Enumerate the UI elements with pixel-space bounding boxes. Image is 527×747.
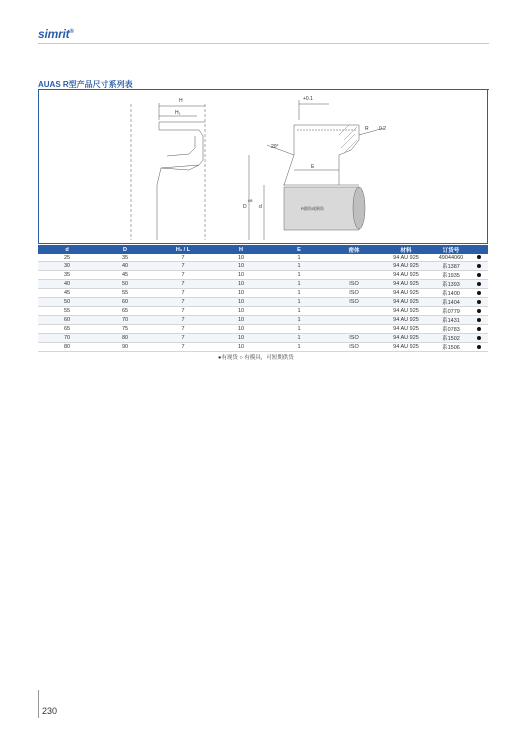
drawing-label-ra: R	[365, 126, 369, 132]
stock-dot-icon	[477, 273, 481, 277]
table-cell: 94 AU 925	[380, 307, 432, 316]
column-header: d	[38, 245, 96, 254]
drawing-label-rod-note: R圆角或倒角	[301, 206, 324, 211]
table-cell: 94 AU 925	[380, 262, 432, 271]
table-cell: 7	[154, 289, 212, 298]
table-cell: 10	[212, 262, 270, 271]
table-cell: 10	[212, 271, 270, 280]
table-cell: ISO	[328, 289, 380, 298]
table-cell: 7	[154, 307, 212, 316]
drawing-label-tolerance: +0.1	[303, 96, 313, 102]
table-cell: 10	[212, 325, 270, 334]
table-cell: 7	[154, 298, 212, 307]
drawing-label-D: D	[243, 204, 247, 210]
table-cell: 1	[270, 325, 328, 334]
stock-dot-icon	[477, 327, 481, 331]
table-cell: 系0779	[432, 307, 470, 316]
table-cell	[328, 262, 380, 271]
table-cell: 1	[270, 298, 328, 307]
table-cell: 90	[96, 343, 154, 352]
table-cell	[470, 316, 488, 325]
table-cell	[470, 289, 488, 298]
technical-drawing-panel	[38, 90, 488, 244]
table-cell	[470, 298, 488, 307]
table-cell: 系1393	[432, 280, 470, 289]
table-cell: 7	[154, 262, 212, 271]
column-header: H	[212, 245, 270, 254]
table-row	[38, 289, 488, 298]
table-cell: 10	[212, 343, 270, 352]
table-cell: 10	[212, 289, 270, 298]
table-cell: 10	[212, 316, 270, 325]
table-cell: 1	[270, 316, 328, 325]
table-cell: 7	[154, 316, 212, 325]
table-cell: 1	[270, 343, 328, 352]
stock-dot-icon	[477, 318, 481, 322]
table-cell	[470, 325, 488, 334]
table-cell: 40	[38, 280, 96, 289]
table-cell: 10	[212, 334, 270, 343]
stock-dot-icon	[477, 309, 481, 313]
table-cell: 50	[96, 280, 154, 289]
drawing-label-angle: 20°	[271, 144, 279, 150]
stock-dot-icon	[477, 336, 481, 340]
page-number: 230	[42, 706, 58, 716]
table-cell: 7	[154, 271, 212, 280]
table-cell: ISO	[328, 298, 380, 307]
table-cell: 94 AU 925	[380, 325, 432, 334]
table-cell: 7	[154, 254, 212, 262]
table-row	[38, 298, 488, 307]
table-cell: ISO	[328, 280, 380, 289]
stock-dot-icon	[477, 345, 481, 349]
table-cell: 7	[154, 280, 212, 289]
table-cell: 1	[270, 307, 328, 316]
table-cell	[470, 307, 488, 316]
table-cell: 50	[38, 298, 96, 307]
table-cell: 94 AU 925	[380, 298, 432, 307]
table-cell: 45	[96, 271, 154, 280]
column-header: D	[96, 245, 154, 254]
column-header: E	[270, 245, 328, 254]
stock-dot-icon	[477, 282, 481, 286]
column-header: 材料	[380, 245, 432, 254]
table-cell: 55	[96, 289, 154, 298]
table-cell: 系1935	[432, 271, 470, 280]
table-cell: 40	[96, 262, 154, 271]
table-cell: 7	[154, 343, 212, 352]
table-cell	[328, 254, 380, 262]
table-cell: ISO	[328, 334, 380, 343]
table-cell: 30	[38, 262, 96, 271]
table-cell: 60	[38, 316, 96, 325]
availability-legend: ●有现货 ○ 有模具，可短期供货	[218, 355, 294, 361]
table-cell: 7	[154, 334, 212, 343]
table-cell	[328, 271, 380, 280]
table-cell: 45	[38, 289, 96, 298]
table-cell	[470, 280, 488, 289]
table-cell: 10	[212, 298, 270, 307]
table-cell: 1	[270, 254, 328, 262]
table-cell: 1	[270, 280, 328, 289]
table-cell: 94 AU 925	[380, 289, 432, 298]
table-cell	[470, 343, 488, 352]
table-cell: 10	[212, 254, 270, 262]
drawing-label-max: 0.2	[379, 126, 386, 132]
table-cell: 65	[38, 325, 96, 334]
table-cell: 55	[38, 307, 96, 316]
stock-dot-icon	[477, 264, 481, 268]
table-cell	[328, 307, 380, 316]
table-cell: 80	[38, 343, 96, 352]
table-cell: 94 AU 925	[380, 334, 432, 343]
table-cell: 系1404	[432, 298, 470, 307]
table-cell: 94 AU 925	[380, 271, 432, 280]
column-header: H₁ / L	[154, 245, 212, 254]
table-cell: 系1431	[432, 316, 470, 325]
table-cell: 75	[96, 325, 154, 334]
size-table	[38, 245, 488, 352]
drawing-label-E: E	[311, 164, 315, 170]
seal-cross-section-drawing	[39, 90, 489, 244]
table-cell: 70	[38, 334, 96, 343]
table-cell	[470, 334, 488, 343]
table-cell: 系1400	[432, 289, 470, 298]
table-cell: 65	[96, 307, 154, 316]
stock-dot-icon	[477, 291, 481, 295]
table-row	[38, 334, 488, 343]
table-cell	[470, 271, 488, 280]
table-cell: 1	[270, 334, 328, 343]
table-cell	[328, 325, 380, 334]
table-cell: 25	[38, 254, 96, 262]
table-cell: 系1506	[432, 343, 470, 352]
table-cell: 60	[96, 298, 154, 307]
table-cell	[328, 316, 380, 325]
table-cell: 94 AU 925	[380, 254, 432, 262]
table-cell: 49044060	[432, 254, 470, 262]
table-cell: 1	[270, 271, 328, 280]
section-title: AUAS R型产品尺寸系列表	[38, 80, 133, 89]
table-cell: 10	[212, 307, 270, 316]
table-row	[38, 271, 488, 280]
table-cell: 1	[270, 289, 328, 298]
column-header: 订货号	[432, 245, 470, 254]
column-header: 密体	[328, 245, 380, 254]
drawing-label-H: H	[179, 98, 183, 104]
table-row	[38, 325, 488, 334]
column-header	[470, 245, 488, 254]
table-cell	[470, 254, 488, 262]
table-row	[38, 280, 488, 289]
stock-dot-icon	[477, 255, 481, 259]
table-cell: 70	[96, 316, 154, 325]
drawing-label-H8: H8	[248, 199, 253, 203]
page-number-bar	[38, 690, 39, 718]
table-header-row	[38, 245, 488, 254]
table-cell: 10	[212, 280, 270, 289]
header-divider	[38, 43, 489, 44]
table-cell: ISO	[328, 343, 380, 352]
table-row	[38, 343, 488, 352]
drawing-label-d: d	[259, 204, 262, 210]
table-cell: 80	[96, 334, 154, 343]
brand-logo: simrit®	[38, 27, 74, 41]
table-cell: 94 AU 925	[380, 316, 432, 325]
stock-dot-icon	[477, 300, 481, 304]
drawing-label-H1: H₁	[175, 110, 181, 116]
table-row	[38, 307, 488, 316]
table-cell	[470, 262, 488, 271]
table-cell: 系1502	[432, 334, 470, 343]
table-cell: 1	[270, 262, 328, 271]
table-cell: 35	[38, 271, 96, 280]
table-cell: 94 AU 925	[380, 280, 432, 289]
table-cell: 94 AU 925	[380, 343, 432, 352]
table-cell: 系1387	[432, 262, 470, 271]
table-row	[38, 254, 488, 262]
table-cell: 系0783	[432, 325, 470, 334]
table-row	[38, 262, 488, 271]
table-cell: 35	[96, 254, 154, 262]
table-row	[38, 316, 488, 325]
table-cell: 7	[154, 325, 212, 334]
table-body	[38, 254, 488, 352]
